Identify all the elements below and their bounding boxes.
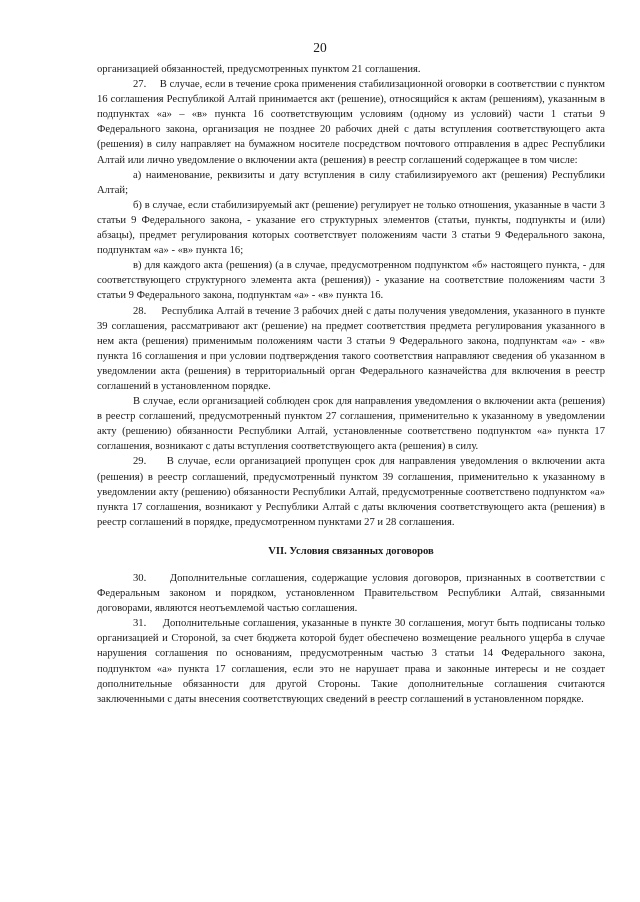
- section-heading: VII. Условия связанных договоров: [268, 545, 434, 557]
- paragraph-27: 27. В случае, если в течение срока применения стабилизационной оговорки в соответствии с пунктом 16 соглашения Республикой Алтай принимается акт (решение), относящийся к актам (решениям), указанным в подпунктах «а» – «в» пункта 16 соответствующим условиям (одному из условий) части 1 статьи 9 Федерального закона, организация не позднее 20 рабочих дней с даты вступления соответствующего акта (решения) в силу направляет на бумажном носителе посредством почтового отправления в адрес Республики Алтай или лично уведомление о включении акта (решения) в реестр соглашений содержащее в том числе:: [97, 79, 605, 166]
- paragraph-30: 30. Дополнительные соглашения, содержащие условия договоров, признанных в соответствии с Федеральным законом и порядком, установленном Правительством Республики Алтай, связанными договорами, являются неотъемлемой частью соглашения.: [97, 573, 605, 615]
- subparagraph-v: в) для каждого акта (решения) (а в случае, предусмотренном подпунктом «б» настоящего пункта, - для соответствующего структурного элемента акта (решения)) - указание на соответствие положениям части 3 статьи 9 Федерального закона, подпунктам «а» - «в» пункта 16.: [97, 260, 605, 302]
- subparagraph-a: а) наименование, реквизиты и дату вступления в силу стабилизируемого акт (решения) Республики Алтай;: [97, 169, 605, 196]
- page-number: 20: [313, 40, 327, 55]
- paragraph-29: 29. В случае, если организацией пропущен срок для направления уведомления о включении акта (решения) в реестр соглашений, предусмотренный пунктом 39 соглашения, применительно к указанному в уведомлении акту (решению) обязанности Республики Алтай, предусмотренные соответствено подпунктом «а» пункта 17 соглашения, возникают у Республики Алтай с даты включения соответствующего акта (решения) в реестр соглашений в порядке, предусмотренном пунктами 27 и 28 соглашения.: [97, 456, 605, 528]
- paragraph-28-continuation: В случае, если организацией соблюден срок для направления уведомления о включении акта (решения) в реестр соглашений, предусмотренный пунктом 27 соглашения, применительно к указанному в уведомлении акту (решению) обязанности Республики Алтай, установленные соответствено подпунктом «а» пункта 17 соглашения, возникают с даты вступления соответствующего акта (решения) в силу.: [97, 396, 605, 453]
- paragraph-28: 28. Республика Алтай в течение 3 рабочих дней с даты получения уведомления, указанного в пункте 39 соглашения, рассматривают акт (решение) на предмет соответствия предмета регулирования указанного в нем акта (решения) применимым положениям части 3 статьи 9 Федерального закона, подпунктам «а» - «в» пункта 16 соглашения и при условии подтверждения такого соответствия направляют сведения об указанном в уведомлении акта (решения) в территориальный орган Федерального казначейства для включения в реестр соглашений в установленном порядке.: [97, 305, 605, 392]
- subparagraph-b: б) в случае, если стабилизируемый акт (решение) регулирует не только отношения, указанные в части 3 статьи 9 Федерального закона, - указание его структурных элементов (статьи, пункты, подпункты и (или) абзацы), предмет регулирования которых соответствует положениям части 3 статьи 9 Федерального закона, подпунктам «а» - «в» пункта 16;: [97, 199, 605, 257]
- paragraph-31: 31. Дополнительные соглашения, указанные в пункте 30 соглашения, могут быть подписаны только организацией и Стороной, за счет бюджета которой будет обеспечено возмещение реального ущерба в случае нарушения соглашения по основаниям, предусмотренным частью 3 статьи 14 Федерального закона, подпунктом «а» пункта 17 соглашения, если это не нарушает права и законные интересы и не создает дополнительные обязанности для другой Стороны. Такие дополнительные соглашения считаются заключенными с даты внесения соответствующих сведений в реестр соглашений в установленном порядке.: [97, 618, 605, 705]
- paragraph-continuation: организацией обязанностей, предусмотренных пунктом 21 соглашения.: [97, 64, 421, 75]
- document-body: [97, 62, 605, 707]
